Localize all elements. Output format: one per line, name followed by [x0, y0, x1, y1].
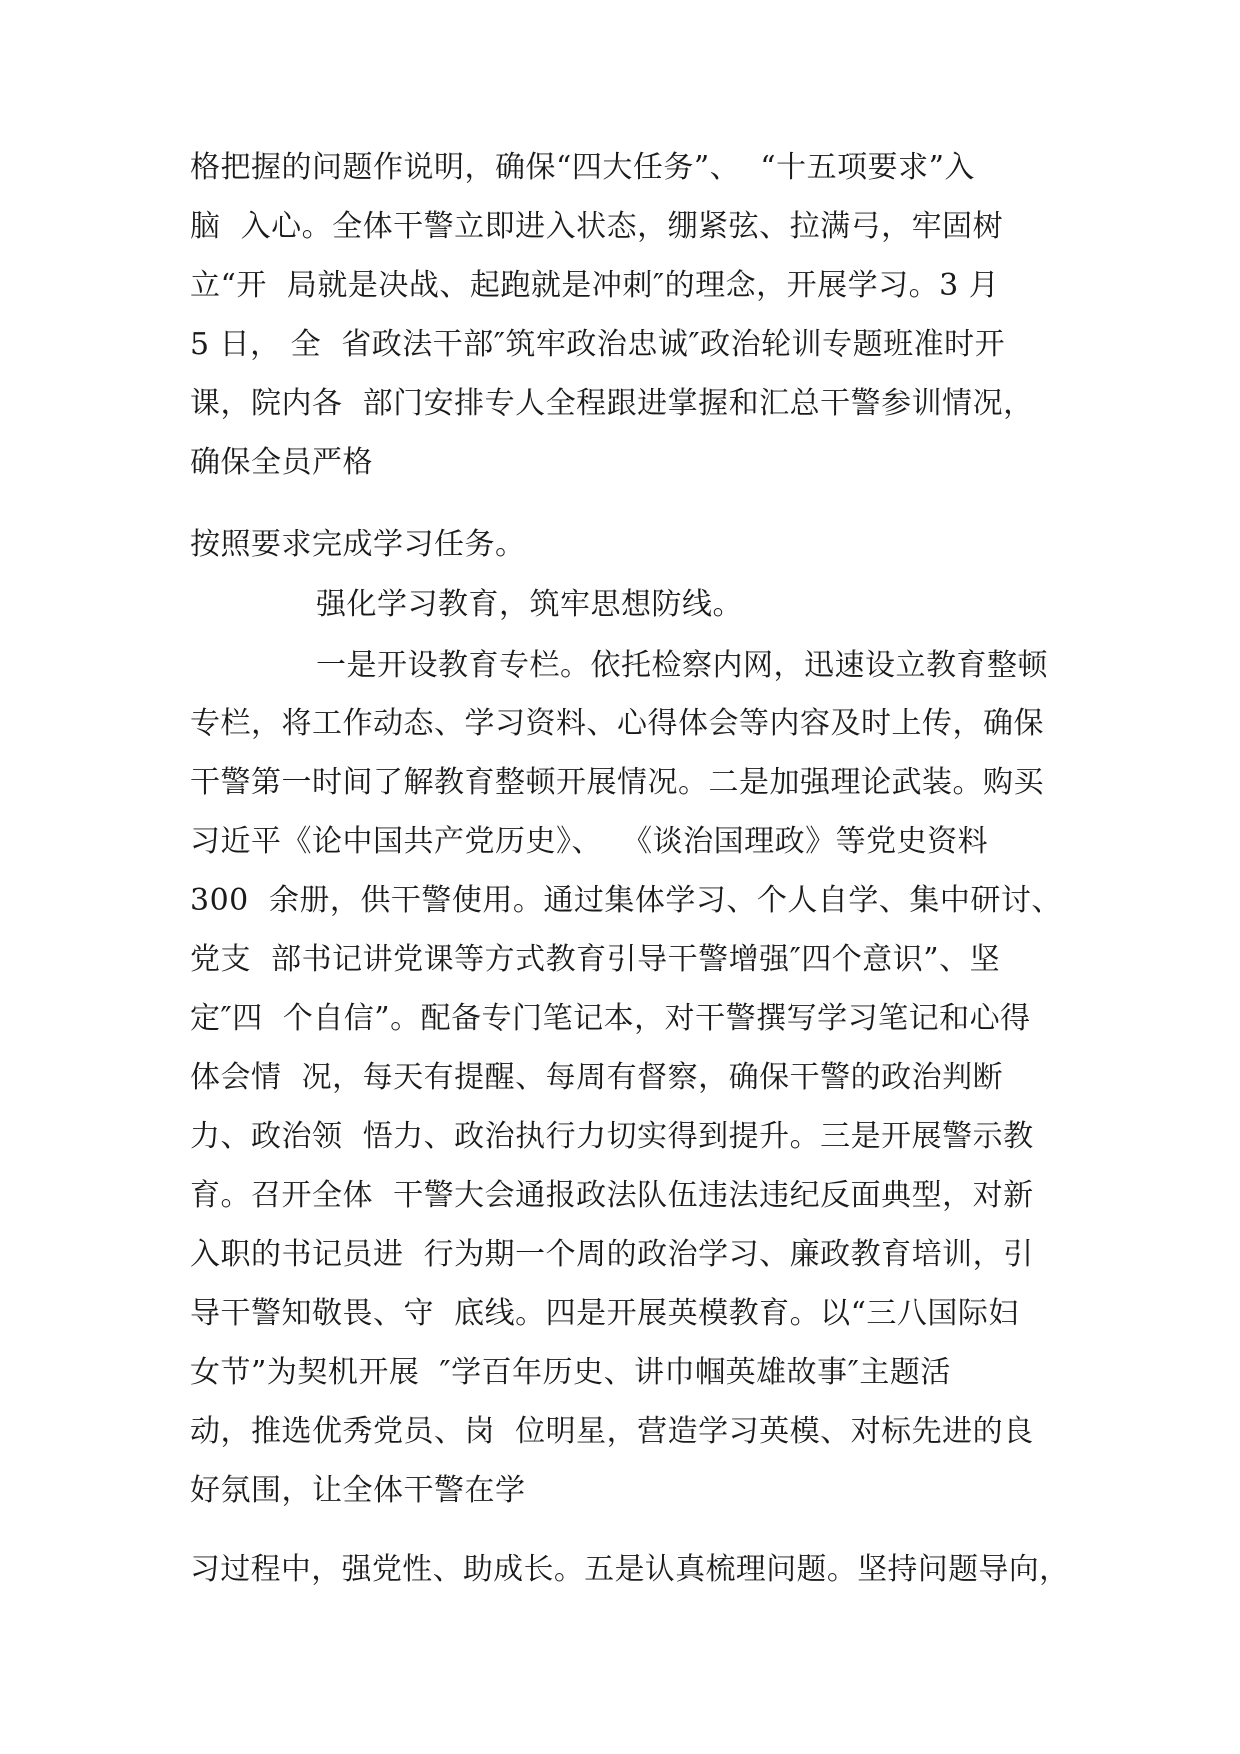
- text-line: 专栏，将工作动态、学习资料、心得体会等内容及时上传，确保: [190, 706, 1044, 741]
- text-line: 好氛围，让全体干警在学: [190, 1473, 526, 1508]
- text-line: 确保全员严格: [190, 445, 373, 480]
- paragraph-first-line: 一是开设教育专栏。依托检察内网，迅速设立教育整顿: [316, 648, 1048, 683]
- section-heading: 强化学习教育，筑牢思想防线。: [316, 587, 743, 622]
- text-line: 脑 入心。全体干警立即进入状态，绷紧弦、拉满弓，牢固树: [190, 209, 1004, 244]
- text-line: 定″四 个自信”。配备专门笔记本，对干警撰写学习笔记和心得: [190, 1001, 1031, 1036]
- text-line: 党支 部书记讲党课等方式教育引导干警增强″四个意识”、坚: [190, 942, 1001, 977]
- text-line: 5 日， 全 省政法干部″筑牢政治忠诚″政治轮训专题班准时开: [190, 327, 1006, 362]
- text-line: 干警第一时间了解教育整顿开展情况。二是加强理论武装。购买: [190, 765, 1044, 800]
- text-line: 习近平《论中国共产党历史》、 《谈治国理政》等党史资料: [190, 824, 989, 859]
- text-line: 体会情 况，每天有提醒、每周有督察，确保干警的政治判断: [190, 1060, 1004, 1095]
- text-line: 课，院内各 部门安排专人全程跟进掌握和汇总干警参训情况，: [190, 386, 1034, 421]
- text-line: 立“开 局就是决战、起跑就是冲刺″的理念，开展学习。3 月: [190, 268, 1000, 303]
- text-line: 入职的书记员进 行为期一个周的政治学习、廉政教育培训，引: [190, 1237, 1034, 1272]
- text-line: 力、政治领 悟力、政治执行力切实得到提升。三是开展警示教: [190, 1119, 1034, 1154]
- text-line: 按照要求完成学习任务。: [190, 527, 526, 562]
- text-line: 动，推选优秀党员、岗 位明星，营造学习英模、对标先进的良: [190, 1414, 1034, 1449]
- text-line: 女节”为契机开展 ″学百年历史、讲巾帼英雄故事″主题活: [190, 1355, 951, 1390]
- text-line: 格把握的问题作说明，确保“四大任务”、 “十五项要求”入: [190, 150, 975, 185]
- text-line: 300 余册，供干警使用。通过集体学习、个人自学、集中研讨、: [190, 883, 1062, 918]
- text-line: 育。召开全体 干警大会通报政法队伍违法违纪反面典型，对新: [190, 1178, 1034, 1213]
- text-line: 导干警知敬畏、守 底线。四是开展英模教育。以“三八国际妇: [190, 1296, 1019, 1331]
- text-line: 习过程中，强党性、助成长。五是认真梳理问题。坚持问题导向，: [190, 1552, 1070, 1587]
